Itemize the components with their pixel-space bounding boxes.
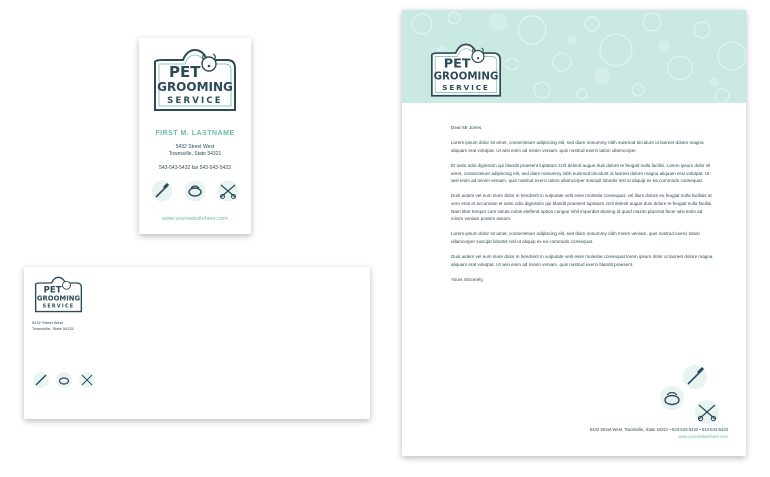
letter-icons — [655, 364, 725, 428]
logo-word-grooming: GROOMING — [157, 80, 233, 94]
card-website: www.yourwebsitehere.com — [162, 216, 228, 222]
letter-closing: Yours Sincerely, — [451, 276, 484, 282]
brush-icon — [33, 372, 49, 388]
scissors-icon — [695, 400, 719, 424]
business-card — [139, 38, 251, 234]
letter-paragraph-3: Duis autem vel eum iriure dolor in hendrerit in vulputate velit esse molestie consequat, vel illum dolore eu feugiat nulla facilisis at vero eros et accumsan et iusto odio dignissim qui blandit praesent luptatum zzril delenit augue duis dolore te feugait nulla facilisi. Nam liber tempor cum soluta nobis eleifend option congue nihil imperdiet doming id quod mazim placerat facer wisi enim ad minim veniam possim assum. — [451, 193, 713, 222]
envelope — [24, 267, 370, 419]
logo-word-grooming: GROOMING — [36, 294, 81, 303]
card-phones: 543-543-5432 fax 543-543-5433 — [159, 165, 231, 171]
logo-word-pet: PET — [169, 63, 201, 81]
envelope-address — [32, 320, 74, 332]
letter-greeting: Dear Mr Jones, — [451, 125, 483, 130]
logo-word-pet: PET — [43, 285, 62, 296]
card-icons — [149, 179, 241, 203]
scissors-icon — [79, 372, 95, 388]
logo-word-service: SERVICE — [167, 96, 223, 106]
letter-paragraph-2: Et iusto odio dignissim qui blandit praesent luptatum zzril delenit augue duis dolore te feugait nulla facilisi. Lorem ipsum dolor sit amet, consectetuer adipiscing elit, sed diam nonummy nibh euismod tincidunt ut laoreet dolore magna aliquam erat volutpat. Ut wisi enim ad minim veniam, quis nostrud exerci tation ullamcorper suscipit lobortis nisl ut aliquip ex ea commodo consequat. — [451, 162, 711, 184]
bow-icon — [185, 181, 206, 202]
envelope-address-line2: Townsville, State 54321 — [32, 326, 75, 331]
pet-grooming-logo — [31, 275, 86, 315]
envelope-icons — [32, 370, 96, 390]
dog-icon — [63, 281, 71, 289]
pet-grooming-logo — [147, 46, 243, 116]
card-address — [139, 144, 251, 158]
logo-word-pet: PET — [443, 56, 471, 72]
brush-icon — [683, 365, 707, 389]
bow-icon — [660, 386, 684, 410]
footer-address: 5432 Street West, Townsville, State 54321 • 543-543-5432 • 543-543-5433 — [589, 427, 728, 432]
card-address-line1: 5432 Street West — [175, 144, 215, 150]
letter-paragraph-1: Lorem ipsum dolor sit amet, consectetuer adipiscing elit, sed diam nonummy nibh euismod tincidunt ut laoreet dolore magna aliquam erat volutpat. Ut wisi enim ad minim veniam, quis nostrud exerci tation ullamcorper. — [451, 140, 704, 153]
pet-grooming-logo — [425, 38, 507, 104]
envelope-address-line1: 5432 Street West — [32, 320, 63, 325]
bow-icon — [56, 372, 72, 388]
logo-word-service: SERVICE — [442, 82, 490, 92]
card-address-line2: Townsville, State 54321 — [168, 151, 222, 157]
logo-word-grooming: GROOMING — [433, 70, 499, 83]
letter-paragraph-5: Duis autem vel eum iriure dolor in hendrerit in vulputate velit esse molestie consequat lorem ipsum dolor ut laoreet dolore magna aliquam erat volutpat. Ut wisi enim ad minim veniam, quis nostrud exerci blandit praesent. — [451, 254, 713, 267]
logo-word-service: SERVICE — [42, 303, 75, 310]
letterhead — [402, 10, 746, 456]
scissors-icon — [218, 181, 239, 202]
letter-paragraph-4: Lorem ipsum dolor sit amet, consectetuer adipiscing elit, sed diam nonummy nibh minim veniam, quis nostrud exerci tation ullamcorper suscipit lobortis nisl ut aliquip ex ea commodo consequat. — [451, 231, 700, 244]
brush-icon — [152, 181, 173, 202]
letter-footer — [532, 426, 728, 440]
footer-website: www.yourwebsitehere.com — [678, 434, 728, 439]
letter-body — [451, 124, 715, 291]
card-name: FIRST M. LASTNAME — [155, 130, 235, 137]
